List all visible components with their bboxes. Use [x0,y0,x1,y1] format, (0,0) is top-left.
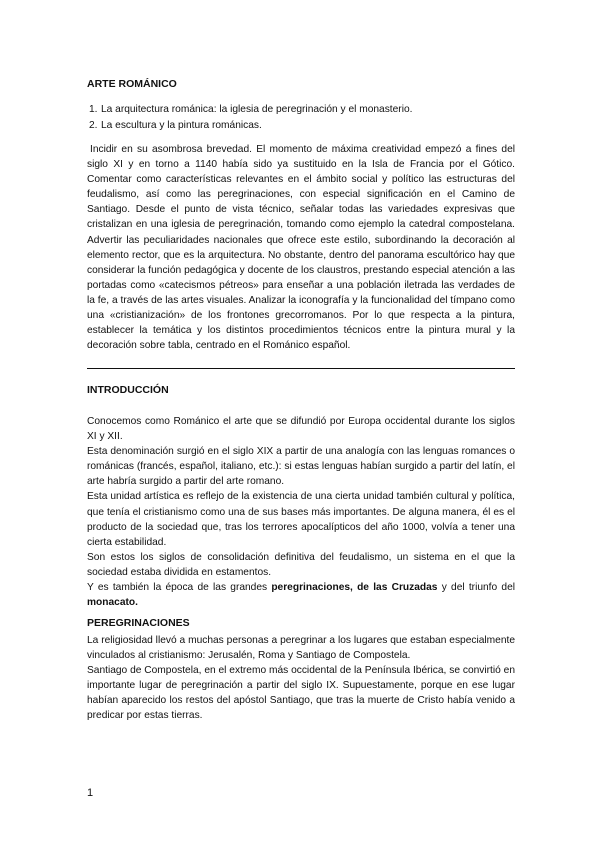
summary-paragraph: Incidir en su asombrosa brevedad. El momento de máxima creatividad empezó a fines del siglo XI y en torno a 1140 había sido ya sustituido en la Isla de Francia por el Gótico. Comentar como características relevantes en el ámbito social y político las estructuras del feudalismo, así como las peregrinaciones, con especial significación en el Camino de Santiago. Desde el punto de vista técnico, señalar todas las variedades expresivas que cristalizan en una iglesia de peregrinación, tomando como ejemplo la catedral compostelana. Advertir las peculiaridades nacionales que ofrece este estilo, subordinando la decoración al elemento rector, que es la arquitectura. No obstante, dentro del panorama escultórico hay que considerar la función pedagógica y docente de los claustros, prestando especial atención a las portadas como «catecismos pétreos» para enseñar a una población iletrada las verdades de la fe, a través de las artes visuales. Analizar la iconografía y la funcionalidad del tímpano como una «cristianización» de los frontones grecorromanos. Por lo que respecta a la pintura, establecer la temática y los distintos procedimientos técnicos entre la pintura mural y la decoración sobre tabla, centrado en el Románico español. [87,144,515,352]
outline-item-number: 1. [89,104,98,115]
outline-item-text: La arquitectura románica: la iglesia de peregrinación y el monasterio. [101,104,413,115]
summary-block [87,142,515,353]
outline-item [89,102,412,118]
intro-heading: INTRODUCCIÓN [87,384,169,396]
outline-item-text: La escultura y la pintura románicas. [101,119,262,131]
intro-paragraph-2: Esta denominación surgió en el siglo XIX a partir de una analogía con las lenguas romances o románicas (francés, español, italiano, etc.): si estas lenguas habían surgido a partir del latín, el arte habría surgido a partir del arte romano. [87,446,515,488]
intro-paragraph-4: Son estos los siglos de consolidación definitiva del feudalismo, un sistema en el que la sociedad estaba dividida en estamentos. [87,551,515,578]
outline-item-number: 2. [89,119,98,131]
intro-p5-bold-b: monacato. [87,597,138,609]
intro-p5-bold-a: peregrinaciones, de las Cruzadas [271,582,438,594]
pilgrimage-section [87,633,515,724]
intro-paragraph-1: Conocemos como Románico el arte que se difundió por Europa occidental durante los siglos XI y XII. [87,416,515,443]
intro-p5-text-b: y del triunfo del [437,582,515,594]
intro-section [87,414,515,610]
intro-p5-text-a: Y es también la época de las grandes [87,582,272,594]
pilgrimage-paragraph-2: Santiago de Compostela, en el extremo más occidental de la Península Ibérica, se convirtió en importante lugar de peregrinación a partir del siglo IX. Supuestamente, porque en ese lugar habían aparecido los restos del apóstol Santiago, que tras la muerte de Cristo había venido a predicar por estas tierras. [87,665,515,722]
pilgrimage-paragraph-1: La religiosidad llevó a muchas personas a peregrinar a los lugares que estaban especialmente vinculados al cristianismo: Jerusalén, Roma y Santiago de Compostela. [87,635,515,662]
page-number: 1 [87,787,94,799]
intro-paragraph-3: Esta unidad artística es reflejo de la existencia de una cierta unidad también cultural y política, que tenía el cristianismo como una de sus bases más importantes. De alguna manera, él es el producto de la sociedad que, tras los terrores apocalípticos del año 1000, volvía a tener una cierta estabilidad. [87,491,515,548]
section-divider [87,368,515,369]
document-title: ARTE ROMÁNICO [87,78,177,90]
pilgrimage-heading: PEREGRINACIONES [87,617,190,629]
outline-item [89,118,412,134]
outline-list [89,102,412,133]
intro-paragraph-5 [87,580,515,610]
